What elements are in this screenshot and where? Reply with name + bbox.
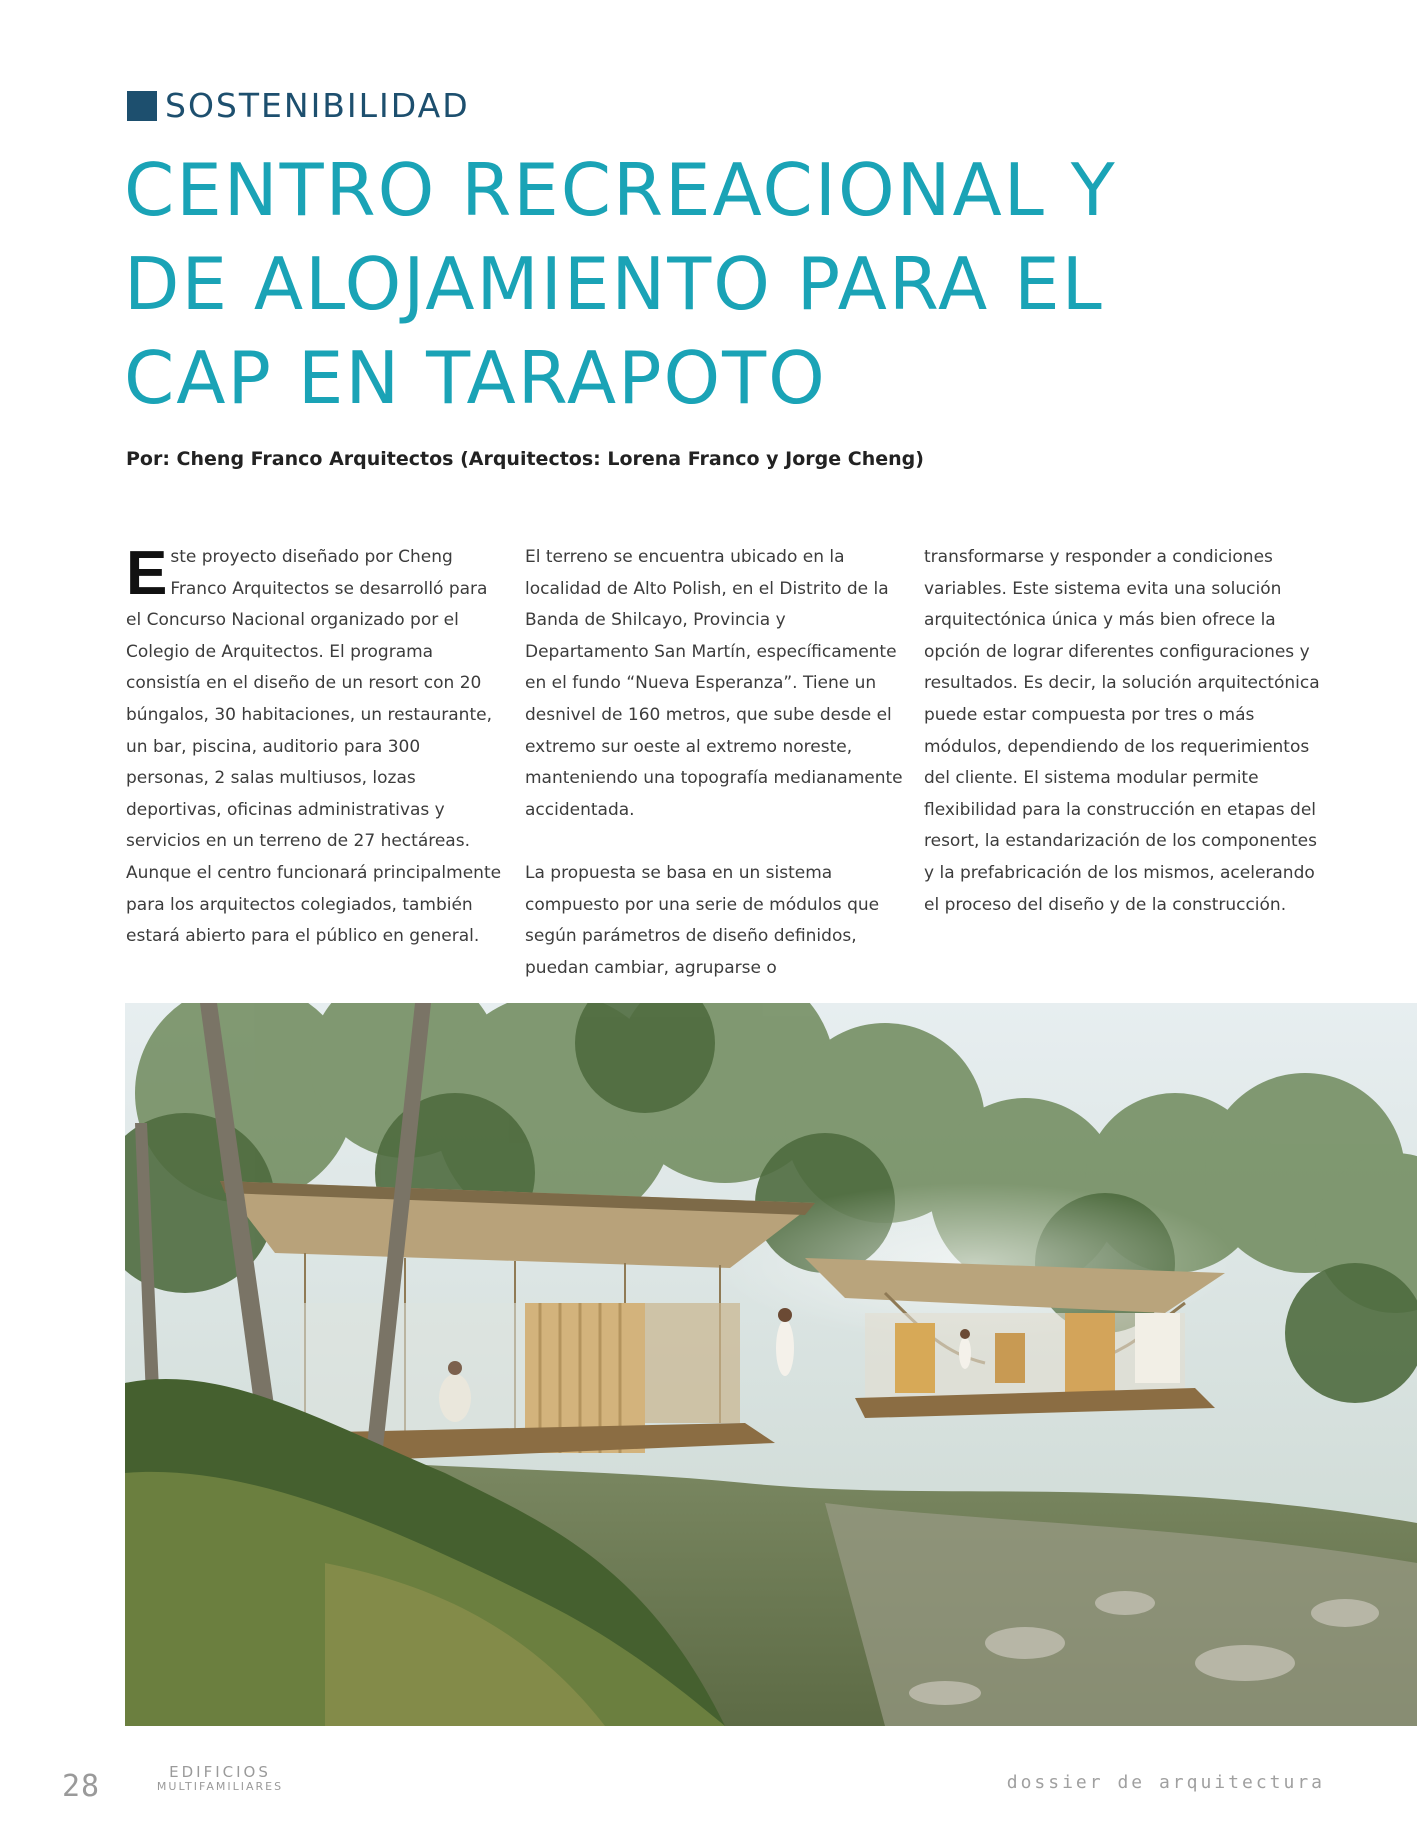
title-line-2: DE ALOJAMIENTO PARA EL: [124, 242, 1104, 326]
title-line-3: CAP EN TARAPOTO: [124, 336, 827, 420]
magazine-logo-line-1: EDIFICIOS: [169, 1763, 271, 1781]
magazine-logo-line-2: MULTIFAMILIARES: [156, 1780, 284, 1793]
article-column-2: [525, 542, 905, 984]
rendering-photo: [125, 1003, 1417, 1726]
footer-section-label: dossier de arquitectura: [1006, 1772, 1325, 1793]
page-number: 28: [62, 1769, 101, 1804]
forest-pavilion-illustration: [125, 1003, 1417, 1726]
article-column-1: [126, 539, 506, 953]
magazine-logo: [150, 1764, 290, 1794]
section-label: SOSTENIBILIDAD: [165, 86, 470, 125]
drop-cap: E: [126, 539, 168, 608]
section-square: [127, 91, 157, 121]
article-column-3: [924, 542, 1324, 921]
byline: Por: Cheng Franco Arquitectos (Arquitectos: Lorena Franco y Jorge Cheng): [126, 448, 924, 470]
article-title: [124, 143, 1324, 425]
title-line-1: CENTRO RECREACIONAL Y: [124, 148, 1117, 232]
paragraph: [126, 539, 506, 953]
section-tag: [127, 88, 470, 124]
paragraph: transformarse y responder a condiciones variables. Este sistema evita una solución arquitectónica única y más bien ofrece la opción de lograr diferentes configuraciones y resultados. Es decir, la solución arquitectónica puede estar compuesta por tres o más módulos, dependiendo de los requerimientos del cliente. El sistema modular permite flexibilidad para la construcción en etapas del resort, la estandarización de los componentes y la prefabricación de los mismos, acelerando el proceso del diseño y de la construcción.: [924, 547, 1320, 915]
paragraph: El terreno se encuentra ubicado en la localidad de Alto Polish, en el Distrito de la Banda de Shilcayo, Provincia y Departamento San Martín, específicamente en el fundo “Nueva Esperanza”. Tiene un desnivel de 160 metros, que sube desde el extremo sur oeste al extremo noreste, manteniendo una topografía medianamente accidentada.: [525, 547, 903, 820]
paragraph: La propuesta se basa en un sistema compuesto por una serie de módulos que según parámetros de diseño definidos, puedan cambiar, agruparse o: [525, 862, 880, 978]
paragraph-text: ste proyecto diseñado por Cheng Franco Arquitectos se desarrolló para el Concurso Nacional organizado por el Colegio de Arquitectos. El programa consistía en el diseño de un resort con 20 búngalos, 30 habitaciones, un restaurante, un bar, piscina, auditorio para 300 personas, 2 salas multiusos, lozas deportivas, oficinas administrativas y servicios en un terreno de 27 hectáreas. Aunque el centro funcionará principalmente para los arquitectos colegiados, también estará abierto para el público en general.: [126, 547, 502, 947]
second-pavilion: [805, 1258, 1225, 1418]
